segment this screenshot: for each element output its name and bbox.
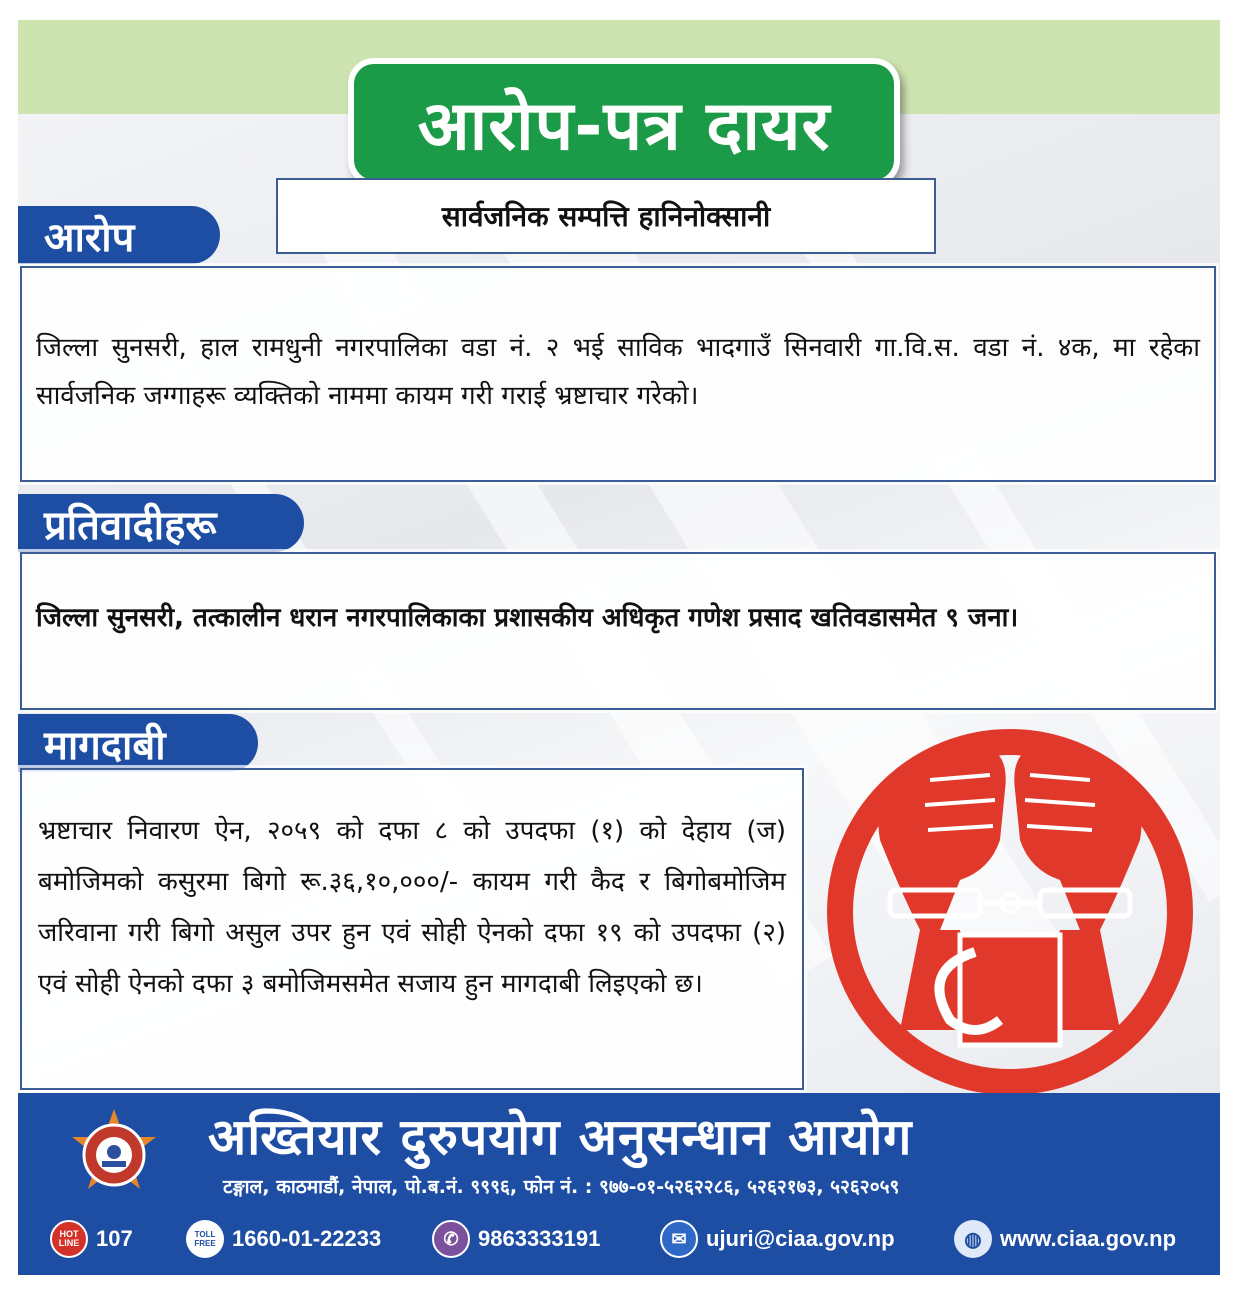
viber-number: 9863333191 (478, 1226, 601, 1251)
charge-panel (20, 266, 1216, 482)
contact-tollfree (186, 1220, 381, 1258)
globe-icon: ◍ (954, 1220, 992, 1258)
hotline-number: 107 (96, 1226, 133, 1251)
ciaa-logo (66, 1107, 162, 1203)
hotline-icon: HOT LINE (50, 1220, 88, 1258)
defendants-panel (20, 552, 1216, 710)
subject-text: सार्वजनिक सम्पत्ति हानिनोक्सानी (441, 200, 771, 233)
page-title: आरोप-पत्र दायर (417, 86, 831, 166)
section-label-charge (18, 206, 220, 264)
title-badge (348, 58, 900, 186)
section-label-text: मागदाबी (44, 722, 166, 769)
section-label-text: प्रतिवादीहरू (44, 502, 217, 549)
org-name: अख्तियार दुरुपयोग अनुसन्धान आयोग (208, 1108, 913, 1166)
contact-viber (432, 1220, 600, 1258)
contact-email (660, 1220, 895, 1258)
contact-hotline (50, 1220, 133, 1258)
viber-icon: ✆ (432, 1220, 470, 1258)
email-address[interactable]: ujuri@ciaa.gov.np (706, 1226, 895, 1251)
org-address: टङ्गाल, काठमाडौं, नेपाल, पो.ब.नं. ९९९६, फोन नं. : ९७७-०१-५२६२२८६, ५२६२१७३, ५२६२०५९ (223, 1176, 900, 1198)
charge-text: जिल्ला सुनसरी, हाल रामधुनी नगरपालिका वडा नं. २ भई साविक भादगाउँ सिनवारी गा.वि.स. वडा नं. ४क, मा रहेका सार्वजनिक जग्गाहरू व्यक्तिको नाममा कायम गरी गराई भ्रष्टाचार गरेको। (36, 333, 1200, 411)
subject-box (276, 178, 936, 254)
demand-panel (20, 768, 804, 1090)
demand-text: भ्रष्टाचार निवारण ऐन, २०५९ को दफा ८ को उपदफा (१) को देहाय (ज) बमोजिमको कसुरमा बिगो रू.३६,१०,०००/- कायम गरी कैद र बिगोबमोजिम जरिवाना गरी बिगो असुल उपर हुन एवं सोही ऐनको दफा १९ को उपदफा (२) एवं सोही ऐनको दफा ३ बमोजिमसमेत सजाय हुन मागदाबी लिइएको छ। (38, 816, 786, 999)
section-label-demand (18, 714, 258, 772)
handcuffed-fists-icon (810, 720, 1210, 1100)
defendants-text: जिल्ला सुनसरी, तत्कालीन धरान नगरपालिकाका प्रशासकीय अधिकृत गणेश प्रसाद खतिवडासमेत ९ जना। (36, 603, 1019, 633)
contact-web (954, 1220, 1176, 1258)
website-link[interactable]: www.ciaa.gov.np (1000, 1226, 1177, 1251)
poster (18, 20, 1220, 1275)
footer (18, 1093, 1220, 1275)
tollfree-number: 1660-01-22233 (232, 1226, 382, 1251)
section-label-defendants (18, 494, 304, 552)
toll-free-icon: TOLL FREE (186, 1220, 224, 1258)
email-icon: ✉ (660, 1220, 698, 1258)
section-label-text: आरोप (44, 214, 135, 261)
